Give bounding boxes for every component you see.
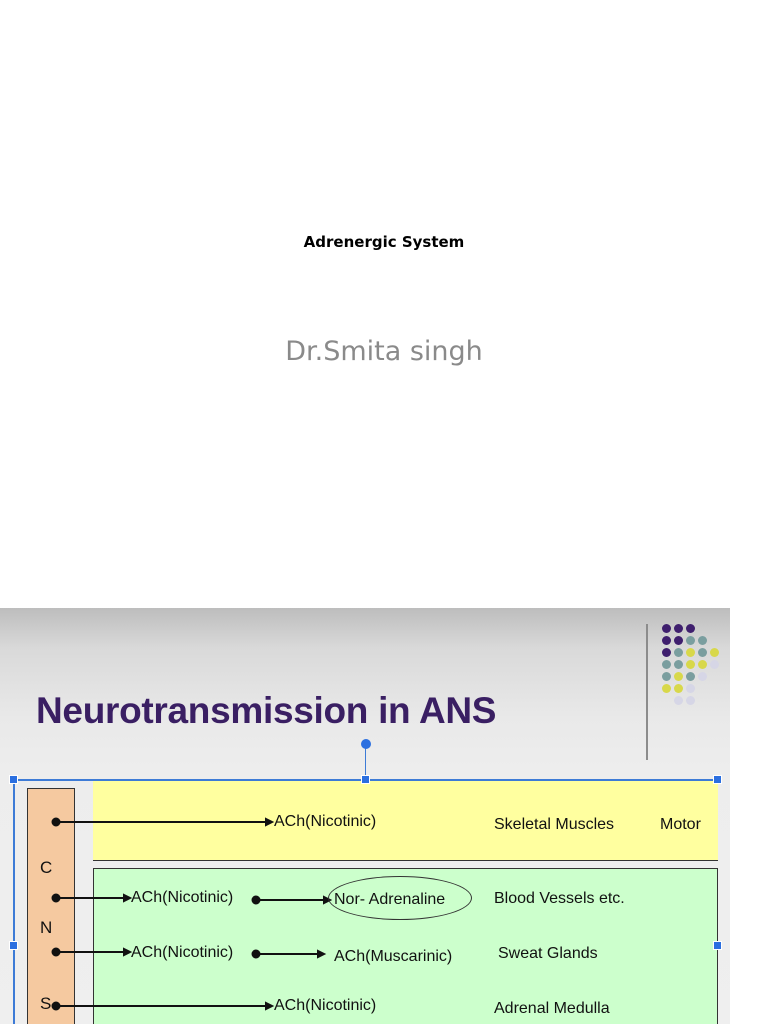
selection-border-left: [13, 779, 15, 1024]
cns-letter-n: N: [40, 918, 53, 937]
row4-ganglion-label: ACh(Nicotinic): [274, 997, 377, 1014]
row2-arrow-a: [124, 895, 130, 901]
row1-target-label: Skeletal Muscles: [494, 816, 615, 833]
document-author: Dr.Smita singh: [285, 336, 483, 367]
row4-arrow: [266, 1003, 272, 1009]
resize-handle-top-right[interactable]: [713, 775, 722, 784]
document-title: Adrenergic System: [303, 233, 465, 251]
row3-arrow-b: [318, 951, 324, 957]
row2-transmitter-label: Nor- Adrenaline: [334, 891, 446, 908]
row1-type-label: Motor: [660, 816, 701, 833]
row3-transmitter-label: ACh(Muscarinic): [334, 948, 453, 965]
cns-letter-s: S: [40, 994, 52, 1013]
resize-handle-top-center[interactable]: [361, 775, 370, 784]
row3-ganglion-label: ACh(Nicotinic): [131, 944, 234, 961]
row3-target-label: Sweat Glands: [498, 945, 598, 962]
rotation-handle[interactable]: [361, 739, 371, 749]
rotation-handle-stem: [365, 745, 366, 777]
row1-ganglion-label: ACh(Nicotinic): [274, 813, 377, 830]
cns-letter-c: C: [40, 858, 53, 877]
resize-handle-middle-right[interactable]: [713, 941, 722, 950]
row2-ganglion-label: ACh(Nicotinic): [131, 889, 234, 906]
resize-handle-middle-left[interactable]: [9, 941, 18, 950]
row1-arrow: [266, 819, 272, 825]
row4-target-label: Adrenal Medulla: [494, 1000, 610, 1017]
slide-title: Neurotransmission in ANS: [36, 690, 497, 731]
resize-handle-top-left[interactable]: [9, 775, 18, 784]
row3-arrow-a: [124, 949, 130, 955]
row2-target-label: Blood Vessels etc.: [494, 890, 625, 907]
slide-image: [0, 608, 730, 1024]
